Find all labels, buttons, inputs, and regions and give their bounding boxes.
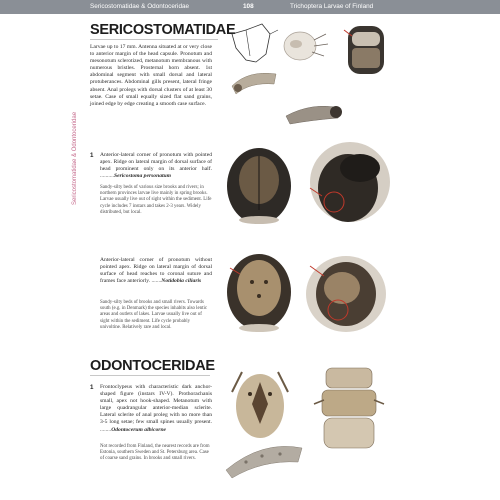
header-section-title: Sericostomatidae & Odontoceridae [90, 3, 190, 10]
couplet-alt-text [100, 257, 212, 285]
species-note: Not recorded from Finland, the nearest records are from Estonia, southern Sweden and St. Petersburg area. Case of coarse sand grains. In brooks and small rivers. [100, 444, 210, 462]
odontocerum-case-photo [222, 440, 306, 480]
couplet-number: 1 [90, 384, 94, 391]
larva-case-photo [228, 66, 280, 96]
odontocerum-thorax-photo [310, 364, 388, 454]
page-number: 108 [243, 3, 254, 10]
family-title-odontoceridae: ODONTOCERIDAE [90, 358, 215, 374]
header-book-title: Trichoptera Larvae of Finland [290, 3, 374, 10]
taxon-sericostoma: Sericostoma personatum [113, 173, 172, 180]
title-underline [90, 39, 218, 40]
title-underline [90, 375, 210, 376]
larva-pronotum-photo [340, 22, 392, 78]
family-description: Larvae up to 17 mm. Antenna situated at or very close to anterior margin of the head capsule. Pronotum and mesonotum sclerotized, metanotum membranous with numerous bristles. Prosternal horn absent. 1st abdominal segment with small dorsal and lateral protuberances. Abdominal gills present, lateral fringe absent. Anal prolegs with dorsal clusters of at least 30 setae. Case of small equally sized flat sand grains, joined edge by edge creating a smooth case surface. [90, 44, 212, 107]
larva-body-photo [282, 98, 346, 128]
species-note: Sandy-silty beds of brooks and small rivers. Towards south (e.g. in Denmark) the species inhabits also lentic areas and outlets of lakes. Larvae usually live out of sight within the sediment. Life cycle probably univoltine. Relatively rare and local. [100, 300, 208, 330]
family-title-sericostomatidae: SERICOSTOMATIDAE [90, 22, 236, 38]
sericostoma-head-lateral-photo [300, 138, 392, 228]
couplet-number: 1 [90, 152, 94, 159]
larva-head-white-photo [276, 24, 330, 68]
couplet-text [100, 384, 212, 434]
species-note: Sandy-silty beds of various size brooks and rivers; in northern provinces larvae live mainly in spring brooks. Larvae usually live out of sight within the sediment. Life cycle includes 7 instars and takes 2-3 years. Widely distributed, but local. [100, 185, 212, 215]
taxon-notidobia: Notidobia ciliaris [161, 278, 202, 285]
couplet-description: Frontoclypeus with characteristic dark anchor-shaped figure (instars IV-V). Prothorachanis small, apex not hook-shaped. Metanotum with large quadrangular anterior-median sclerite. Lateral sclerite of anal proleg with no more than 3-5 long setae; few small spines usually present. ........ [100, 384, 212, 433]
taxon-odontocerum: Odontocerum albicorne [111, 426, 167, 433]
side-section-label: Sericostomatidae & Odontoceridae [72, 111, 78, 205]
couplet-description: Anterior-lateral corner of pronotum with pointed apex. Ridge on lateral margin of dorsal surface of head prominent only on its anterior half. .......... [100, 152, 212, 180]
couplet-text [100, 152, 212, 180]
notidobia-head-dorsal-photo [222, 248, 296, 334]
page-header [0, 0, 500, 14]
couplet-alt-description: Anterior-lateral corner of pronotum without pointed apex. Ridge on lateral margin of dorsal surface of head reaches to coronal suture and frames face anteriorly. ....... [100, 257, 212, 285]
sericostoma-head-dorsal-photo [222, 140, 296, 228]
odontocerum-head-dorsal-photo [222, 364, 298, 444]
notidobia-head-lateral-photo [300, 248, 392, 336]
